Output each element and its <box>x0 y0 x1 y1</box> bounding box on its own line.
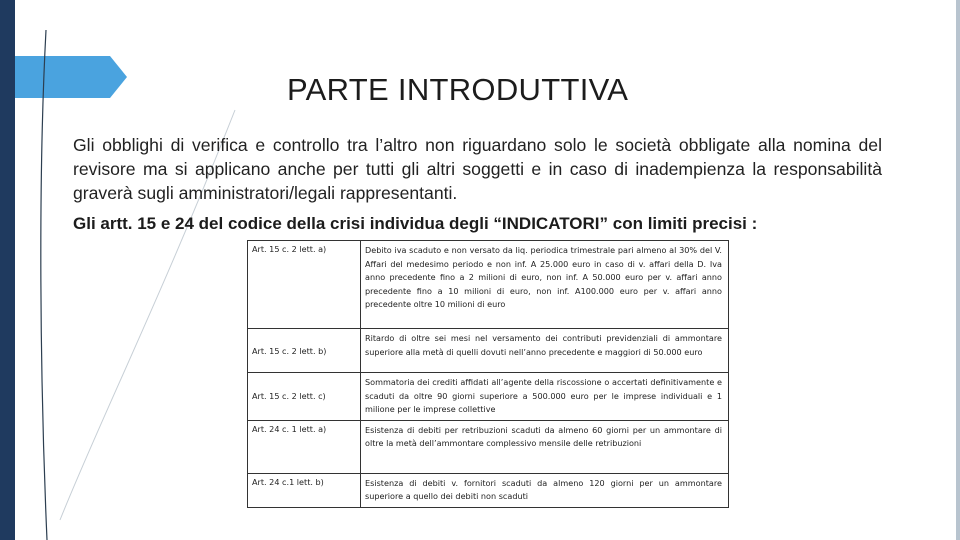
article-cell: Art. 24 c.1 lett. b) <box>248 473 361 507</box>
article-cell: Art. 15 c. 2 lett. a) <box>248 241 361 329</box>
table-row <box>248 329 729 373</box>
description-cell: Debito iva scaduto e non versato da liq. periodica trimestrale pari almeno al 30% del V. Affari del medesimo periodo e non inf. A 25.000 euro in caso di v. affari della D. Iva anno precedente fino a 2 milioni di euro, non inf. A 50.000 euro per v. affari anno precedente fino a 10 milioni di euro, non inf. A100.000 euro per v. affari anno precedente oltre 10 milioni di euro <box>361 241 729 329</box>
article-cell: Art. 15 c. 2 lett. c) <box>248 373 361 421</box>
table-row <box>248 473 729 507</box>
left-navy-bar <box>0 0 15 540</box>
table-row <box>248 373 729 421</box>
table-row <box>248 420 729 473</box>
intro-paragraph: Gli obblighi di verifica e controllo tra l’altro non riguardano solo le società obbligate alla nomina del revisore ma si applicano anche per tutti gli altri soggetti e in caso di inadempienza la responsabilità graverà sugli amministratori/legali rappresentanti. <box>73 135 882 203</box>
description-cell: Ritardo di oltre sei mesi nel versamento dei contributi previdenziali di ammontare superiore alla metà di quelli dovuti nell’anno precedente e maggiori di 50.000 euro <box>361 329 729 373</box>
description-cell: Esistenza di debiti per retribuzioni scaduti da almeno 60 giorni per un ammontare di oltre la metà dell’ammontare complessivo mensile delle retribuzioni <box>361 420 729 473</box>
indicators-heading: Gli artt. 15 e 24 del codice della crisi individua degli “INDICATORI” con limiti precisi : <box>73 214 758 233</box>
article-cell: Art. 15 c. 2 lett. b) <box>248 329 361 373</box>
decorative-curve-line <box>41 30 47 540</box>
description-cell: Sommatoria dei crediti affidati all’agente della riscossione o accertati definitivamente e scaduti da oltre 90 giorni superiore a 500.000 euro per le imprese individuali e 1 milione per le imprese collettive <box>361 373 729 421</box>
indicators-table <box>247 240 729 508</box>
right-edge-line <box>956 0 960 540</box>
description-cell: Esistenza di debiti v. fornitori scaduti da almeno 120 giorni per un ammontare superiore a quello dei debiti non scaduti <box>361 473 729 507</box>
article-cell: Art. 24 c. 1 lett. a) <box>248 420 361 473</box>
table-row <box>248 241 729 329</box>
slide-title: PARTE INTRODUTTIVA <box>287 72 629 107</box>
blue-arrow-banner <box>15 56 127 98</box>
